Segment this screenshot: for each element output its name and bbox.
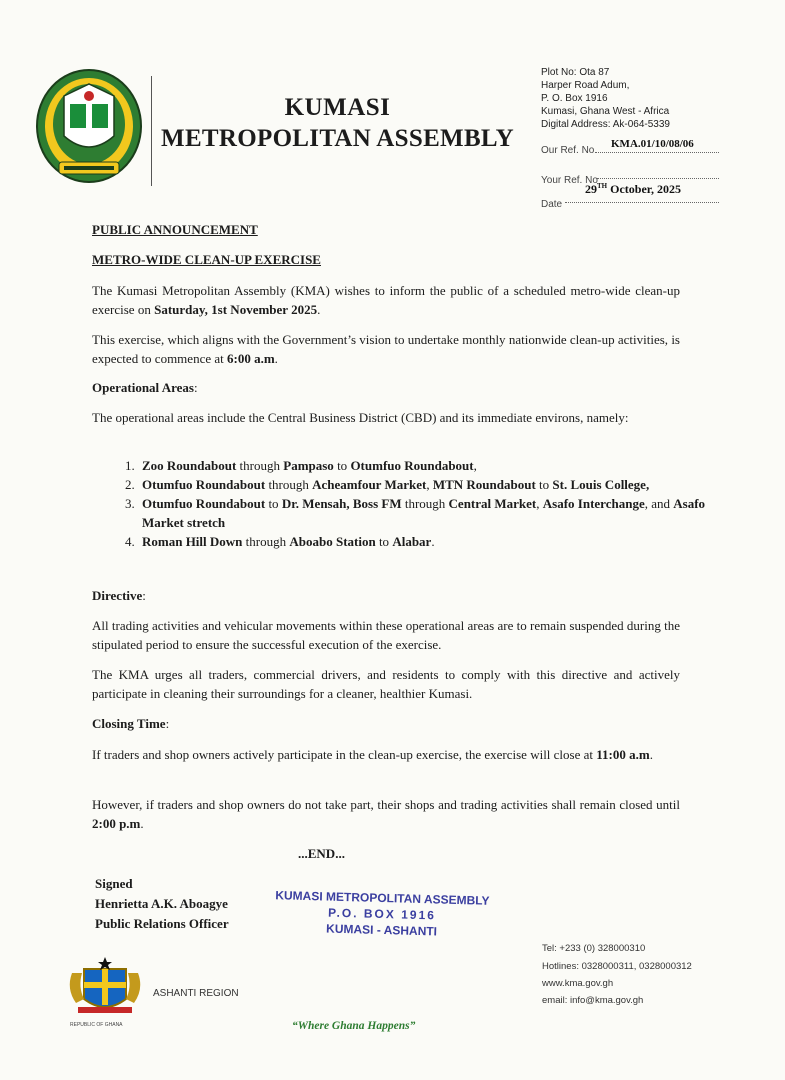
operational-areas-heading: Operational Areas: (92, 380, 198, 395)
list-item: 1. Zoo Roundabout through Pampaso to Otumfuo Roundabout, (138, 456, 728, 475)
ghana-coat-of-arms-icon (64, 955, 146, 1023)
directive-paragraph-1: All trading activities and vehicular movements within these operational areas are to remain suspended during the stipulated period to ensure the successful execution of the exercise. (92, 618, 680, 652)
end-marker: ...END... (298, 846, 345, 861)
date-row (541, 182, 719, 212)
contact-tel: Tel: +233 (0) 328000310 (542, 943, 646, 954)
our-ref-row (541, 140, 719, 158)
heading-public-announcement: PUBLIC ANNOUNCEMENT (92, 222, 258, 237)
date-rest: October, 2025 (607, 182, 682, 196)
vision-paragraph (92, 330, 680, 368)
address-line-5: Digital Address: Ak-064-5339 (541, 119, 670, 130)
list-item: 3. Otumfuo Roundabout to Dr. Mensah, Boss FM through Central Market, Asafo Interchange, and Asafo Market stretch (138, 494, 728, 532)
directive-paragraph-2: The KMA urges all traders, commercial drivers, and residents to comply with this directive and actively participate in cleaning their surroundings for a cleaner, healthier Kumasi. (92, 667, 680, 701)
date-value (585, 182, 681, 197)
p2-text: This exercise, which aligns with the Government’s vision to undertake monthly nationwide clean-up activities, is expected to commence at (92, 332, 680, 366)
our-ref-value: KMA.01/10/08/06 (611, 138, 694, 150)
p1-end: . (317, 302, 321, 317)
p2-time: 6:00 a.m (227, 351, 275, 366)
signed-label: Signed (95, 876, 133, 891)
kma-crest-logo (34, 66, 144, 184)
official-stamp (271, 887, 492, 941)
motto: “Where Ghana Happens” (292, 1020, 416, 1032)
address-line-1: Plot No: Ota 87 (541, 67, 610, 78)
intro-paragraph (92, 281, 680, 319)
org-name-line2: METROPOLITAN ASSEMBLY (161, 125, 514, 152)
p1-text: The Kumasi Metropolitan Assembly (KMA) wishes to inform the public of a scheduled metro-wide clean-up exercise on (92, 283, 680, 317)
our-ref-label: Our Ref. No (541, 145, 595, 156)
date-dots (565, 202, 719, 203)
date-day: 29 (585, 182, 597, 196)
date-sup: TH (597, 182, 608, 190)
date-label: Date (541, 199, 563, 210)
stamp-line-2: P.O. BOX 1916 (327, 905, 437, 923)
closing-paragraph-1: If traders and shop owners actively participate in the clean-up exercise, the exercise will close at 11:00 a.m. (92, 747, 653, 762)
org-name-line1: KUMASI (284, 94, 391, 121)
p2-end: . (274, 351, 278, 366)
signatory-title: Public Relations Officer (95, 916, 229, 931)
our-ref-dots (595, 152, 719, 153)
your-ref-dots (597, 178, 719, 179)
region-label: ASHANTI REGION (153, 988, 239, 999)
contact-website[interactable]: www.kma.gov.gh (542, 978, 614, 989)
heading-clean-up: METRO-WIDE CLEAN-UP EXERCISE (92, 252, 321, 267)
closing-time-heading: Closing Time: (92, 716, 170, 731)
address-line-4: Kumasi, Ghana West - Africa (541, 106, 670, 117)
your-ref-label: Your Ref. No (541, 175, 598, 186)
list-item: 4. Roman Hill Down through Aboabo Station to Alabar. (138, 532, 728, 551)
header-divider (151, 76, 152, 186)
stamp-line-1: KUMASI METROPOLITAN ASSEMBLY (275, 888, 490, 908)
contact-email[interactable]: email: info@kma.gov.gh (542, 995, 644, 1006)
list-item: 2. Otumfuo Roundabout through Acheamfour Market, MTN Roundabout to St. Louis College, (138, 475, 728, 494)
operational-intro: The operational areas include the Central Business District (CBD) and its immediate environs, namely: (92, 410, 629, 425)
contact-hotlines: Hotlines: 0328000311, 0328000312 (542, 961, 692, 972)
signatory-name: Henrietta A.K. Aboagye (95, 896, 228, 911)
p1-date: Saturday, 1st November 2025 (154, 302, 318, 317)
directive-heading: Directive: (92, 588, 146, 603)
closing-paragraph-2: However, if traders and shop owners do not take part, their shops and trading activities shall remain closed until 2:00 p.m. (92, 797, 680, 831)
operational-areas-list (92, 456, 728, 551)
coat-caption: REPUBLIC OF GHANA (70, 1022, 123, 1028)
address-line-2: Harper Road Adum, (541, 80, 630, 91)
stamp-line-3: KUMASI - ASHANTI (325, 921, 438, 939)
address-line-3: P. O. Box 1916 (541, 93, 608, 104)
